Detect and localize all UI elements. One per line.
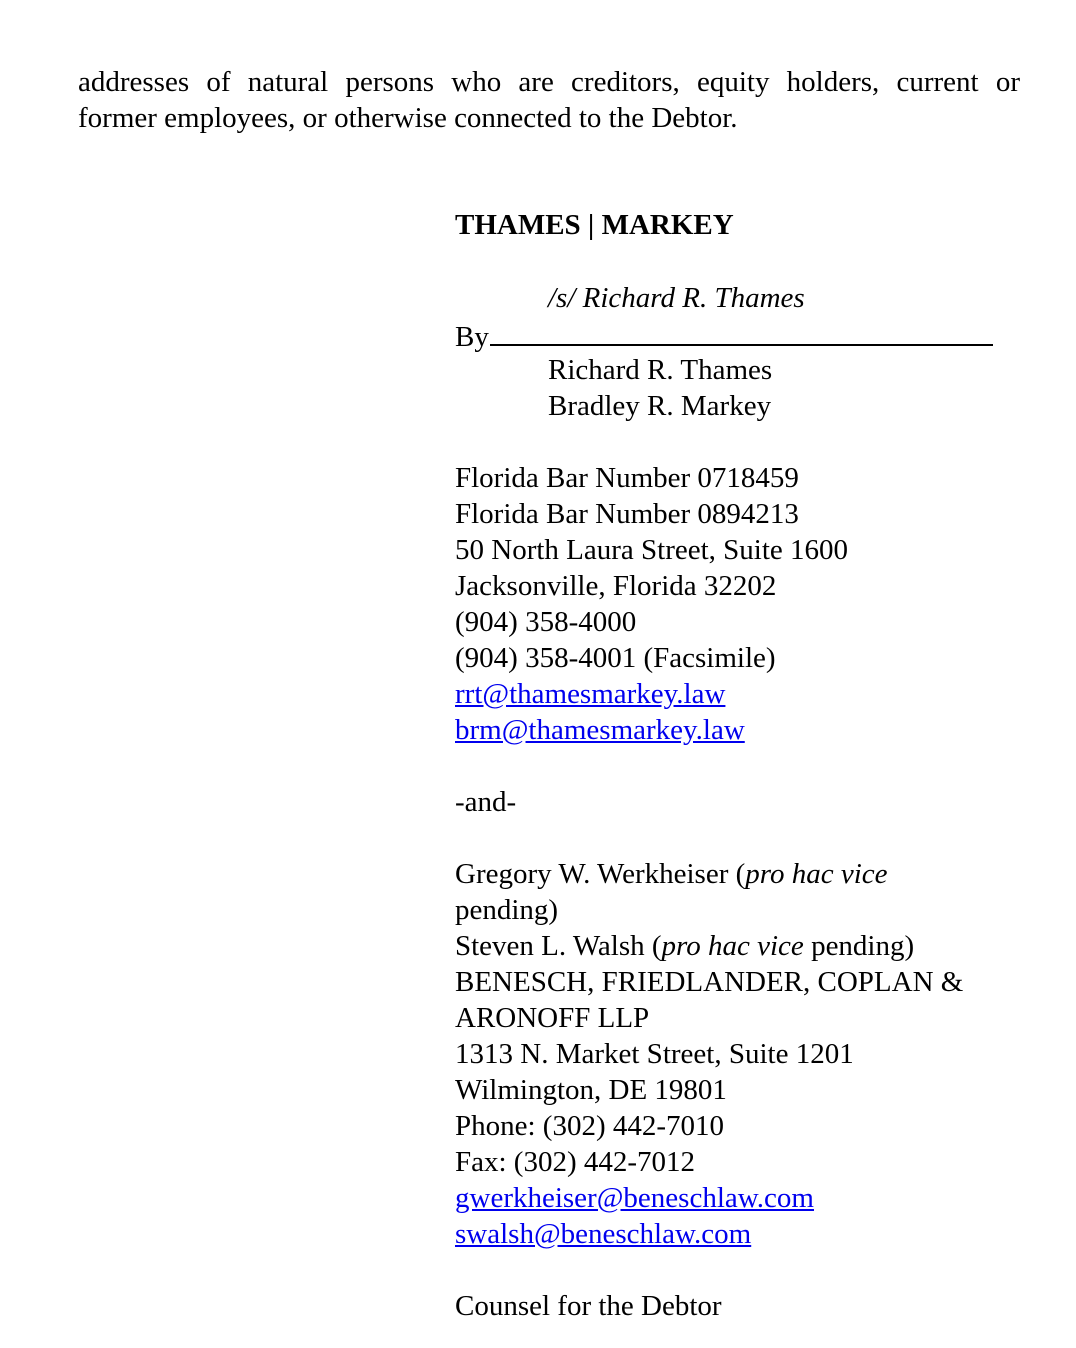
fax: (904) 358-4001 (Facsimile) <box>455 642 776 674</box>
fax: Fax: (302) 442-7012 <box>455 1146 696 1178</box>
firm-line-1: BENESCH, FRIEDLANDER, COPLAN & <box>455 966 964 998</box>
address-line-1: 50 North Laura Street, Suite 1600 <box>455 534 849 566</box>
attorney-1: Gregory W. Werkheiser (pro hac vice <box>455 858 888 890</box>
closing-line: Counsel for the Debtor <box>455 1290 722 1322</box>
thames-contact-block <box>455 460 1035 748</box>
signer-name: Richard R. Thames <box>548 354 773 386</box>
by-line <box>455 316 993 355</box>
phone: Phone: (302) 442-7010 <box>455 1110 725 1142</box>
signature-block <box>455 280 1035 316</box>
and-separator: -and- <box>455 786 517 818</box>
signer-name: Bradley R. Markey <box>548 390 772 422</box>
address-line-2: Wilmington, DE 19801 <box>455 1074 727 1106</box>
by-label: By <box>455 321 489 353</box>
attorney-1-status: pending) <box>455 894 559 926</box>
signature-rule <box>490 316 993 346</box>
electronic-signature: /s/ Richard R. Thames <box>548 282 805 314</box>
email-link-rrt[interactable]: rrt@thamesmarkey.law <box>455 678 726 710</box>
bar-number-2: Florida Bar Number 0894213 <box>455 498 799 530</box>
attorney-2: Steven L. Walsh (pro hac vice pending) <box>455 930 915 962</box>
paragraph-line-2: former employees, or otherwise connected to the Debtor. <box>78 102 738 134</box>
address-line-2: Jacksonville, Florida 32202 <box>455 570 777 602</box>
email-link-gwerkheiser[interactable]: gwerkheiser@beneschlaw.com <box>455 1182 814 1214</box>
email-link-swalsh[interactable]: swalsh@beneschlaw.com <box>455 1218 752 1250</box>
phone: (904) 358-4000 <box>455 606 637 638</box>
intro-paragraph <box>78 64 1020 136</box>
benesch-contact-block <box>455 856 1035 1252</box>
paragraph-line-1: addresses of natural persons who are creditors, equity holders, current or <box>78 66 1020 98</box>
bar-number-1: Florida Bar Number 0718459 <box>455 462 799 494</box>
firm-line-2: ARONOFF LLP <box>455 1002 650 1034</box>
email-link-brm[interactable]: brm@thamesmarkey.law <box>455 714 745 746</box>
address-line-1: 1313 N. Market Street, Suite 1201 <box>455 1038 854 1070</box>
firm-name: THAMES | MARKEY <box>455 209 734 241</box>
signer-names <box>455 352 1035 424</box>
